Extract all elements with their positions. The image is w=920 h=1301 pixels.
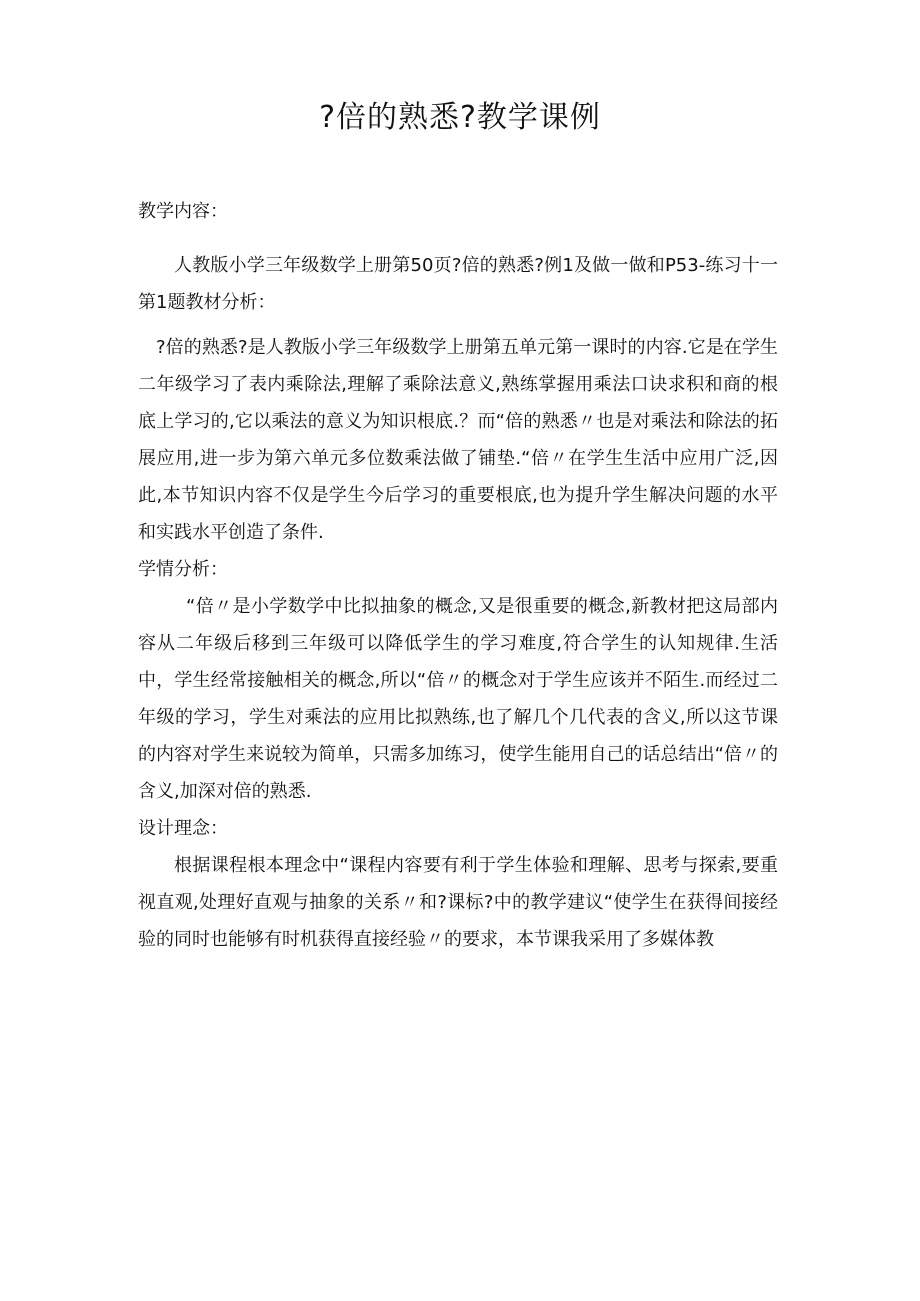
paragraph-design-concept: 根据课程根本理念中“课程内容要有利于学生体验和理解、思考与探索,要重视直观,处理好直观与抽象的关系〃和?课标?中的教学建议“使学生在获得间接经验的同时也能够有时机获得直接经验〃的要求，本节课我采用了多媒体教 bbox=[138, 855, 778, 950]
paragraph-textbook-analysis: ?倍的熟悉?是人教版小学三年级数学上册第五单元第一课时的内容.它是在学生二年级学习了表内乘除法,理解了乘除法意义,熟练掌握用乘法口诀求积和商的根底上学习的,它以乘法的意义为知识根底.？而“倍的熟悉〃也是对乘法和除法的拓展应用,进一步为第六单元多位数乘法做了铺垫.“倍〃在学生生活中应用广泛,因此,本节知识内容不仅是学生今后学习的重要根底,也为提升学生解决问题的水平和实践水平创造了条件. bbox=[138, 337, 778, 543]
document-title: ?倍的熟悉?教学课例 bbox=[319, 100, 601, 135]
section-heading-design-concept: 设计理念： bbox=[138, 818, 228, 839]
paragraph-content: 人教版小学三年级数学上册第50页?倍的熟悉?例1及做一做和P53-练习十一第1题教材分析： bbox=[138, 255, 778, 313]
paragraph-student-analysis: “倍〃是小学数学中比拟抽象的概念,又是很重要的概念,新教材把这局部内容从二年级后移到三年级可以降低学生的学习难度,符合学生的认知规律.生活中，学生经常接触相关的概念,所以“倍〃的概念对于学生应该并不陌生.而经过二年级的学习，学生对乘法的应用比拟熟练,也了解几个几代表的含义,所以这节课的内容对学生来说较为简单，只需多加练习，使学生能用自己的话总结出“倍〃的含义,加深对倍的熟悉. bbox=[138, 596, 778, 802]
document-body bbox=[138, 193, 778, 958]
section-heading-content: 教学内容： bbox=[138, 201, 228, 222]
section-heading-student-analysis: 学情分析： bbox=[138, 559, 228, 580]
